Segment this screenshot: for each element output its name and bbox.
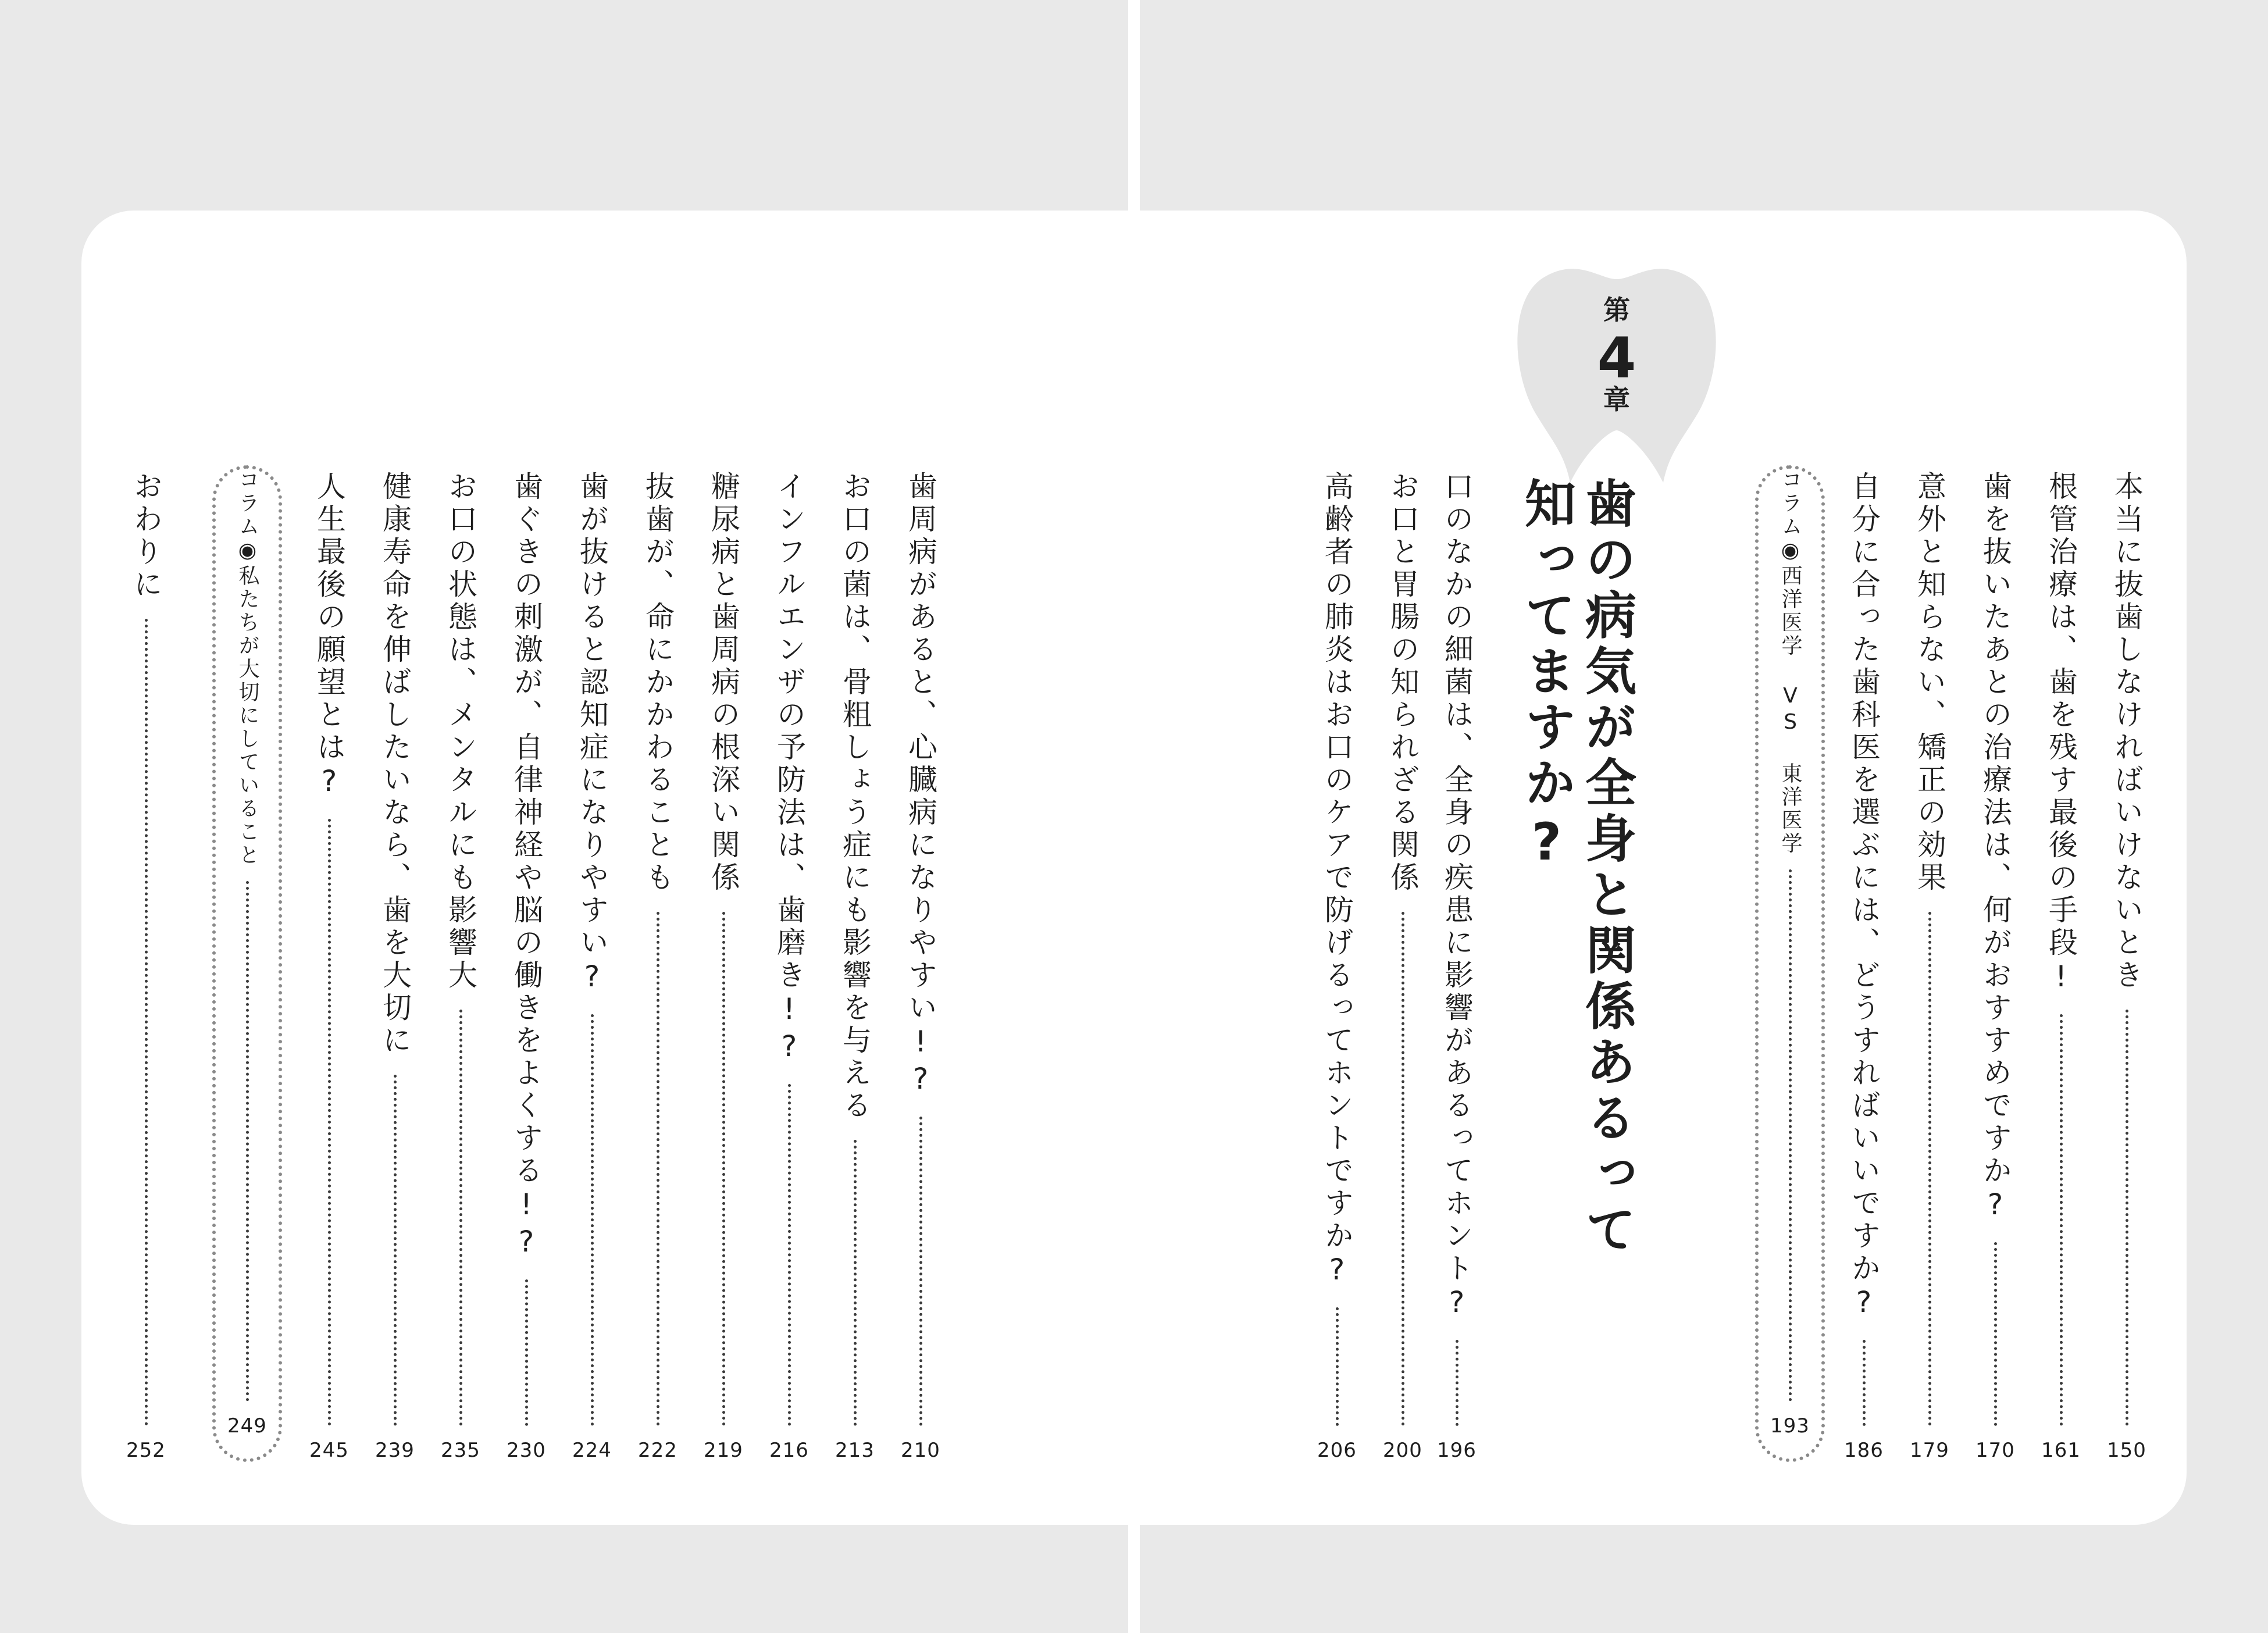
toc-entry-page: 222 (638, 1439, 677, 1462)
toc-entry-page: 206 (1317, 1439, 1357, 1462)
toc-entry-title: 抜歯が、命にかかわることも (641, 471, 675, 894)
toc-entry-title: 高齢者の肺炎はお口のケアで防げるってホントですか? (1320, 471, 1354, 1290)
toc-entry-page: 161 (2041, 1439, 2081, 1462)
toc-entry-title: 本当に抜歯しなければいけないとき (2110, 471, 2144, 992)
toc-leader-dots (591, 1014, 594, 1426)
toc-leader-dots (525, 1279, 528, 1426)
toc-entry-page: 224 (572, 1439, 612, 1462)
toc-leader-dots (1789, 869, 1792, 1402)
toc-entry-page: 200 (1383, 1439, 1422, 1462)
chapter-suffix: 章 (1603, 384, 1630, 415)
toc-entry-page: 196 (1437, 1439, 1477, 1462)
toc-leader-dots (2126, 1010, 2128, 1426)
toc-leader-dots (854, 1140, 857, 1426)
toc-leader-dots (1456, 1340, 1458, 1426)
toc-column-entry[interactable] (212, 465, 282, 1462)
toc-entry-title: 根管治療は、歯を残す最後の手段! (2044, 471, 2078, 997)
toc-entry-page: 239 (375, 1439, 415, 1462)
toc-entry-title: 自分に合った歯科医を選ぶには、どうすればいいですか? (1847, 471, 1881, 1322)
toc-leader-dots (1994, 1242, 1997, 1426)
toc-entry-title: 歯周病があると、心臓病になりやすい!? (904, 471, 937, 1099)
chapter-number: 4 (1597, 326, 1636, 391)
toc-leader-dots (394, 1075, 397, 1426)
toc-entry-title: 人生最後の願望とは? (312, 471, 346, 801)
toc-entry-page: 170 (1975, 1439, 2015, 1462)
toc-entry-title: 口のなかの細菌は、全身の疾患に影響があるってホント? (1440, 471, 1474, 1322)
toc-leader-dots (1336, 1307, 1339, 1426)
toc-entry-page: 245 (309, 1439, 349, 1462)
toc-entry-page: 252 (126, 1439, 166, 1462)
toc-entry-title: 歯ぐきの刺激が、自律神経や脳の働きをよくする!? (509, 471, 543, 1262)
toc-entry-title: 意外と知らない、矯正の効果 (1913, 471, 1946, 894)
toc-leader-dots (1402, 912, 1404, 1426)
toc-entry-page: 219 (704, 1439, 743, 1462)
toc-column-page: 193 (1770, 1414, 1810, 1438)
chapter-prefix: 第 (1603, 294, 1630, 326)
toc-entry-title: おわりに (129, 471, 163, 601)
toc-leader-dots (2060, 1014, 2063, 1426)
toc-entry-page: 210 (901, 1439, 940, 1462)
toc-entry-title: 健康寿命を伸ばしたいなら、歯を大切に (378, 471, 412, 1057)
toc-entry-title: 歯を抜いたあとの治療法は、何がおすすめですか? (1978, 471, 2012, 1225)
toc-leader-dots (459, 1010, 462, 1426)
toc-entry-page: 230 (507, 1439, 546, 1462)
chapter-title-text: 知ってますか? (1517, 477, 1577, 876)
spine-gap (1128, 211, 1140, 1525)
toc-leader-dots (722, 912, 725, 1426)
toc-entry-page: 150 (2107, 1439, 2146, 1462)
toc-entry-page: 216 (769, 1439, 809, 1462)
toc-leader-dots (328, 819, 331, 1426)
toc-leader-dots (919, 1117, 922, 1426)
toc-leader-dots (246, 881, 249, 1402)
toc-leader-dots (1863, 1340, 1866, 1426)
toc-leader-dots (657, 912, 659, 1426)
toc-entry-page: 186 (1844, 1439, 1884, 1462)
toc-leader-dots (788, 1084, 791, 1426)
toc-entry-page: 235 (441, 1439, 480, 1462)
toc-entry-title: お口の菌は、骨粗しょう症にも影響を与える (838, 471, 872, 1122)
toc-entry-title: 糖尿病と歯周病の根深い関係 (707, 471, 740, 894)
toc-entry-title: インフルエンザの予防法は、歯磨き!? (772, 471, 806, 1067)
toc-column-page: 249 (227, 1414, 267, 1438)
toc-column-title: コラム◉西洋医学 VS 東洋医学 (1778, 469, 1802, 855)
toc-entry-title: 歯が抜けると認知症になりやすい? (575, 471, 609, 997)
toc-leader-dots (1928, 912, 1931, 1426)
toc-entry-title: お口の状態は、メンタルにも影響大 (444, 471, 477, 992)
toc-column-title: コラム◉私たちが大切にしていること (236, 469, 259, 867)
chapter-title-text: 歯の病気が全身と関係あるって (1577, 477, 1637, 1258)
toc-leader-dots (145, 619, 148, 1426)
toc-entry-page: 179 (1910, 1439, 1949, 1462)
toc-column-entry[interactable] (1755, 465, 1825, 1462)
toc-entry-title: お口と胃腸の知られざる関係 (1386, 471, 1420, 894)
toc-entry-page: 213 (835, 1439, 875, 1462)
